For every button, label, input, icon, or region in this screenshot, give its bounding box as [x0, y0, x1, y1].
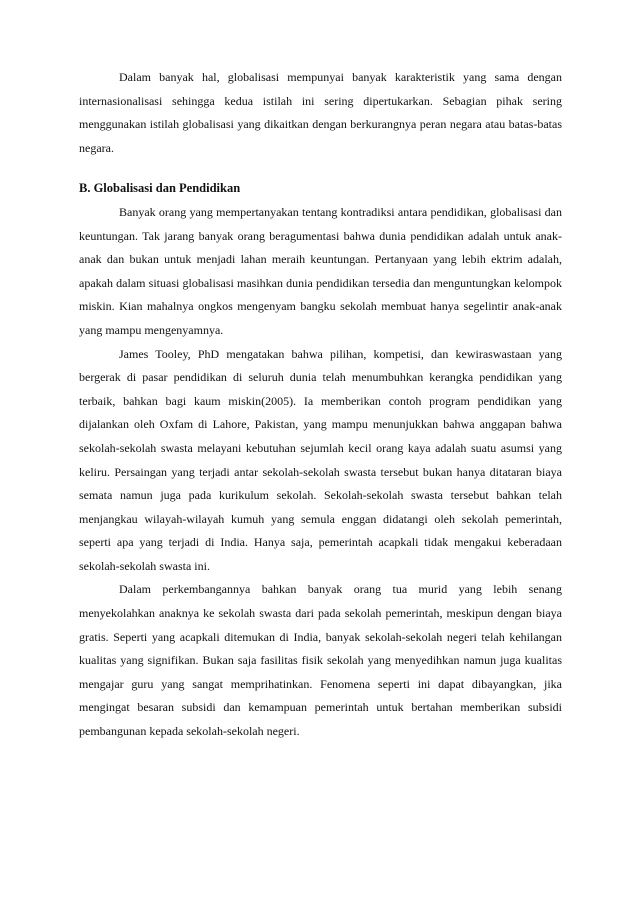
section-heading: B. Globalisasi dan Pendidikan [79, 181, 241, 196]
paragraph-globalization-intro: Dalam banyak hal, globalisasi mempunyai banyak karakteristik yang sama dengan internasionalisasi sehingga kedua istilah ini sering dipertukarkan. Sebagian pihak sering menggunakan istilah globalisasi yang dikaitkan dengan berkurangnya peran negara atau batas-batas negara. [79, 70, 562, 155]
document-body [79, 66, 562, 744]
paragraph-education-profit: Banyak orang yang mempertanyakan tentang kontradiksi antara pendidikan, globalisasi dan keuntungan. Tak jarang banyak orang beragumentasi bahwa dunia pendidikan adalah untuk anak-anak dan bukan untuk menjadi lahan meraih keuntungan. Pertanyaan yang lebih ektrim adalah, apakah dalam situasi globalisasi masihkan dunia pendidikan tersedia dan menguntungkan kelompok miskin. Kian mahalnya ongkos mengenyam bangku sekolah membuat hanya segelintir anak-anak yang mampu mengenyamnya. [79, 204, 562, 337]
paragraph-james-tooley: James Tooley, PhD mengatakan bahwa pilihan, kompetisi, dan kewiraswastaan yang bergerak di pasar pendidikan di seluruh dunia telah menumbuhkan kerangka pendidikan yang terbaik, bahkan bagi kaum miskin(2005). Ia memberikan contoh program pendidikan yang dijalankan oleh Oxfam di Lahore, Pakistan, yang mampu menunjukkan bahwa anggapan bahwa sekolah-sekolah swasta melayani kebutuhan sejumlah kecil orang kaya adalah suatu asumsi yang keliru. Persaingan yang terjadi antar sekolah-sekolah swasta tersebut bukan hanya ditataran biaya semata namun juga pada kurikulum sekolah. Sekolah-sekolah swasta tersebut bahkan telah menjangkau wilayah-wilayah kumuh yang semula enggan didatangi oleh sekolah pemerintah, seperti apa yang terjadi di India. Hanya saja, pemerintah acapkali tidak mengakui keberadaan sekolah-sekolah swasta ini. [79, 346, 562, 573]
paragraph-private-schools: Dalam perkembangannya bahkan banyak orang tua murid yang lebih senang menyekolahkan anaknya ke sekolah swasta dari pada sekolah pemerintah, meskipun dengan biaya gratis. Seperti yang acapkali ditemukan di India, banyak sekolah-sekolah negeri telah kehilangan kualitas yang signifikan. Bukan saja fasilitas fisik sekolah yang menyedihkan namun juga kualitas mengajar guru yang sangat memprihatinkan. Fenomena seperti ini dapat dibayangkan, jika mengingat besaran subsidi dan kemampuan pemerintah untuk bertahan memberikan subsidi pembangunan kepada sekolah-sekolah negeri. [79, 582, 562, 739]
